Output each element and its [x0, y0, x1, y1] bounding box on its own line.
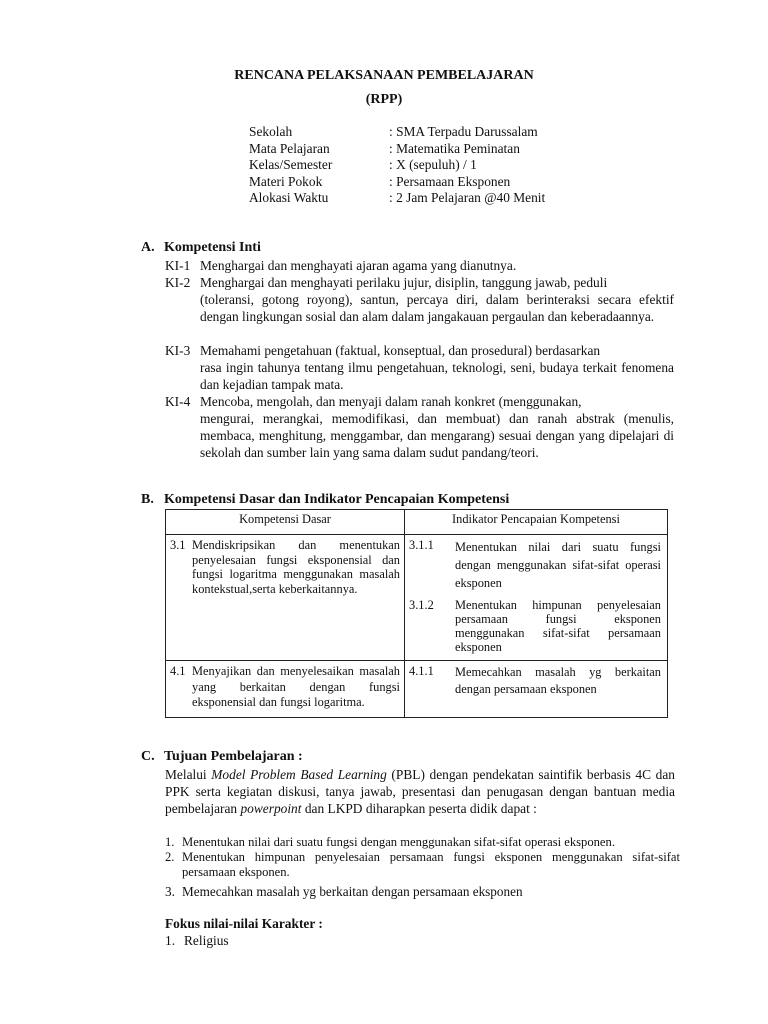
- ki-code: KI-4: [165, 394, 191, 409]
- section-b-heading: [141, 492, 509, 508]
- ki-4: [165, 394, 674, 462]
- indicator-number: 3.1.1: [409, 538, 434, 552]
- table-cell-indicators: [405, 661, 668, 718]
- character-focus-heading: Fokus nilai-nilai Karakter :: [165, 916, 323, 931]
- kd-text: Menyajikan dan menyelesaikan masalah yang berkaitan dengan fungsi eksponensial dan fungsi logaritma.: [192, 664, 400, 710]
- ki-code: KI-2: [165, 275, 191, 290]
- ki-2: [165, 275, 674, 326]
- objective-list: [165, 835, 680, 899]
- objective-paragraph: [165, 766, 675, 817]
- kd-number: 3.1: [170, 538, 186, 552]
- list-text: Memecahkan masalah yg berkaitan dengan persamaan eksponen: [182, 883, 523, 899]
- table-cell-kd: [166, 535, 405, 661]
- meta-value: : SMA Terpadu Darussalam: [389, 124, 538, 139]
- indicator-number: 4.1.1: [409, 664, 434, 678]
- meta-value: : Matematika Peminatan: [389, 140, 520, 156]
- section-letter: A.: [141, 240, 155, 255]
- ki-text: Menghargai dan menghayati ajaran agama yang dianutnya.: [200, 258, 517, 273]
- ki-text-rest: (toleransi, gotong royong), santun, percaya diri, dalam berinteraksi secara efektif dengan lingkungan sosial dan alam dalam jangakauan pergaulan dan keberadaannya.: [200, 291, 674, 324]
- list-number: 2.: [165, 850, 175, 865]
- indicator-text: Menentukan himpunan penyelesaian persamaan fungsi eksponen menggunakan sifat-sifat persamaan eksponen: [455, 598, 661, 654]
- indicator-number: 3.1.2: [409, 598, 434, 612]
- paragraph-emphasis: Model Problem Based Learning: [211, 767, 387, 782]
- indicator-text: Memecahkan masalah yg berkaitan dengan persamaan eksponen: [455, 665, 661, 696]
- ki-3: [165, 343, 674, 394]
- list-number: 1.: [165, 933, 176, 948]
- ki-text-rest: rasa ingin tahunya tentang ilmu pengetahuan, teknologi, seni, budaya terkait fenomena dan kejadian tampak mata.: [200, 359, 674, 392]
- paragraph-text: Melalui: [165, 767, 212, 782]
- paragraph-emphasis: powerpoint: [240, 801, 302, 816]
- document-title: RENCANA PELAKSANAAN PEMBELAJARAN: [234, 68, 534, 83]
- ki-text-first: Menghargai dan menghayati perilaku jujur, disiplin, tanggung jawab, peduli: [200, 275, 608, 290]
- meta-row-topic: [249, 174, 545, 191]
- paragraph-text: (PBL) dengan pendekatan saintifik berbasis 4C dan PPK serta kegiatan diskusi, tanya jawab, presentasi dan penugasan dengan bantuan media pembelajaran: [165, 767, 676, 816]
- ki-1: [165, 258, 674, 275]
- meta-value: : X (sepuluh) / 1: [389, 157, 477, 173]
- section-letter: B.: [141, 492, 154, 507]
- meta-label: Mata Pelajaran: [249, 140, 330, 156]
- list-text: Menentukan himpunan penyelesaian persamaan fungsi eksponen menggunakan sifat-sifat persamaan eksponen.: [182, 850, 680, 880]
- paragraph-text: dan LKPD diharapkan peserta didik dapat :: [301, 801, 537, 816]
- indicator-text: Menentukan nilai dari suatu fungsi dengan menggunakan sifat-sifat operasi eksponen: [455, 540, 661, 590]
- meta-row-time: [249, 190, 545, 207]
- list-number: 3.: [165, 883, 175, 899]
- list-item: [165, 933, 229, 949]
- kd-text: Mendiskripsikan dan menentukan penyelesaian fungsi eksponensial dan fungsi logaritma menggunakan masalah kontekstual,serta keberkaitannya.: [192, 538, 400, 596]
- table-cell-indicators: [405, 535, 668, 661]
- section-title: Kompetensi Dasar dan Indikator Pencapaian Kompetensi: [164, 492, 510, 507]
- section-c-heading: [141, 749, 303, 765]
- table-header-row: [166, 510, 668, 535]
- list-number: 1.: [165, 835, 175, 849]
- table-row: [166, 661, 668, 718]
- list-item: [165, 850, 680, 880]
- section-title: Tujuan Pembelajaran :: [164, 749, 303, 764]
- list-item: [165, 884, 680, 899]
- ki-text-rest: mengurai, merangkai, memodifikasi, dan membuat) dan ranah abstrak (menulis, membaca, menghitung, menggambar, dan mengarang) sesuai dengan yang dipelajari di sekolah dan sumber lain yang sama dalam sudut pandang/teori.: [200, 410, 674, 460]
- kd-number: 4.1: [170, 664, 186, 678]
- list-text: Religius: [184, 933, 229, 948]
- competency-table: [165, 509, 668, 718]
- section-title: Kompetensi Inti: [164, 240, 261, 255]
- meta-row-class: [249, 157, 545, 174]
- meta-label: Sekolah: [249, 124, 293, 139]
- identity-block: [249, 124, 545, 207]
- table-header-cell: Kompetensi Dasar: [166, 510, 405, 535]
- table-header-cell: Indikator Pencapaian Kompetensi: [405, 510, 668, 535]
- ki-code: KI-1: [165, 258, 191, 273]
- list-text: Menentukan nilai dari suatu fungsi dengan menggunakan sifat-sifat operasi eksponen.: [182, 835, 615, 849]
- section-letter: C.: [141, 749, 155, 764]
- meta-label: Alokasi Waktu: [249, 190, 329, 206]
- meta-value: : 2 Jam Pelajaran @40 Menit: [389, 190, 546, 206]
- table-cell-kd: [166, 661, 405, 718]
- document-subtitle: (RPP): [365, 92, 403, 107]
- ki-text-first: Memahami pengetahuan (faktual, konseptual, dan prosedural) berdasarkan: [200, 343, 601, 358]
- meta-label: Materi Pokok: [249, 173, 323, 189]
- meta-value: : Persamaan Eksponen: [389, 173, 511, 189]
- meta-row-school: [249, 124, 545, 141]
- table-row: [166, 535, 668, 661]
- list-item: [165, 835, 680, 850]
- meta-row-subject: [249, 141, 545, 158]
- section-a-heading: [141, 240, 261, 256]
- ki-text-first: Mencoba, mengolah, dan menyaji dalam ranah konkret (menggunakan,: [200, 394, 582, 409]
- ki-code: KI-3: [165, 343, 191, 358]
- meta-label: Kelas/Semester: [249, 157, 333, 173]
